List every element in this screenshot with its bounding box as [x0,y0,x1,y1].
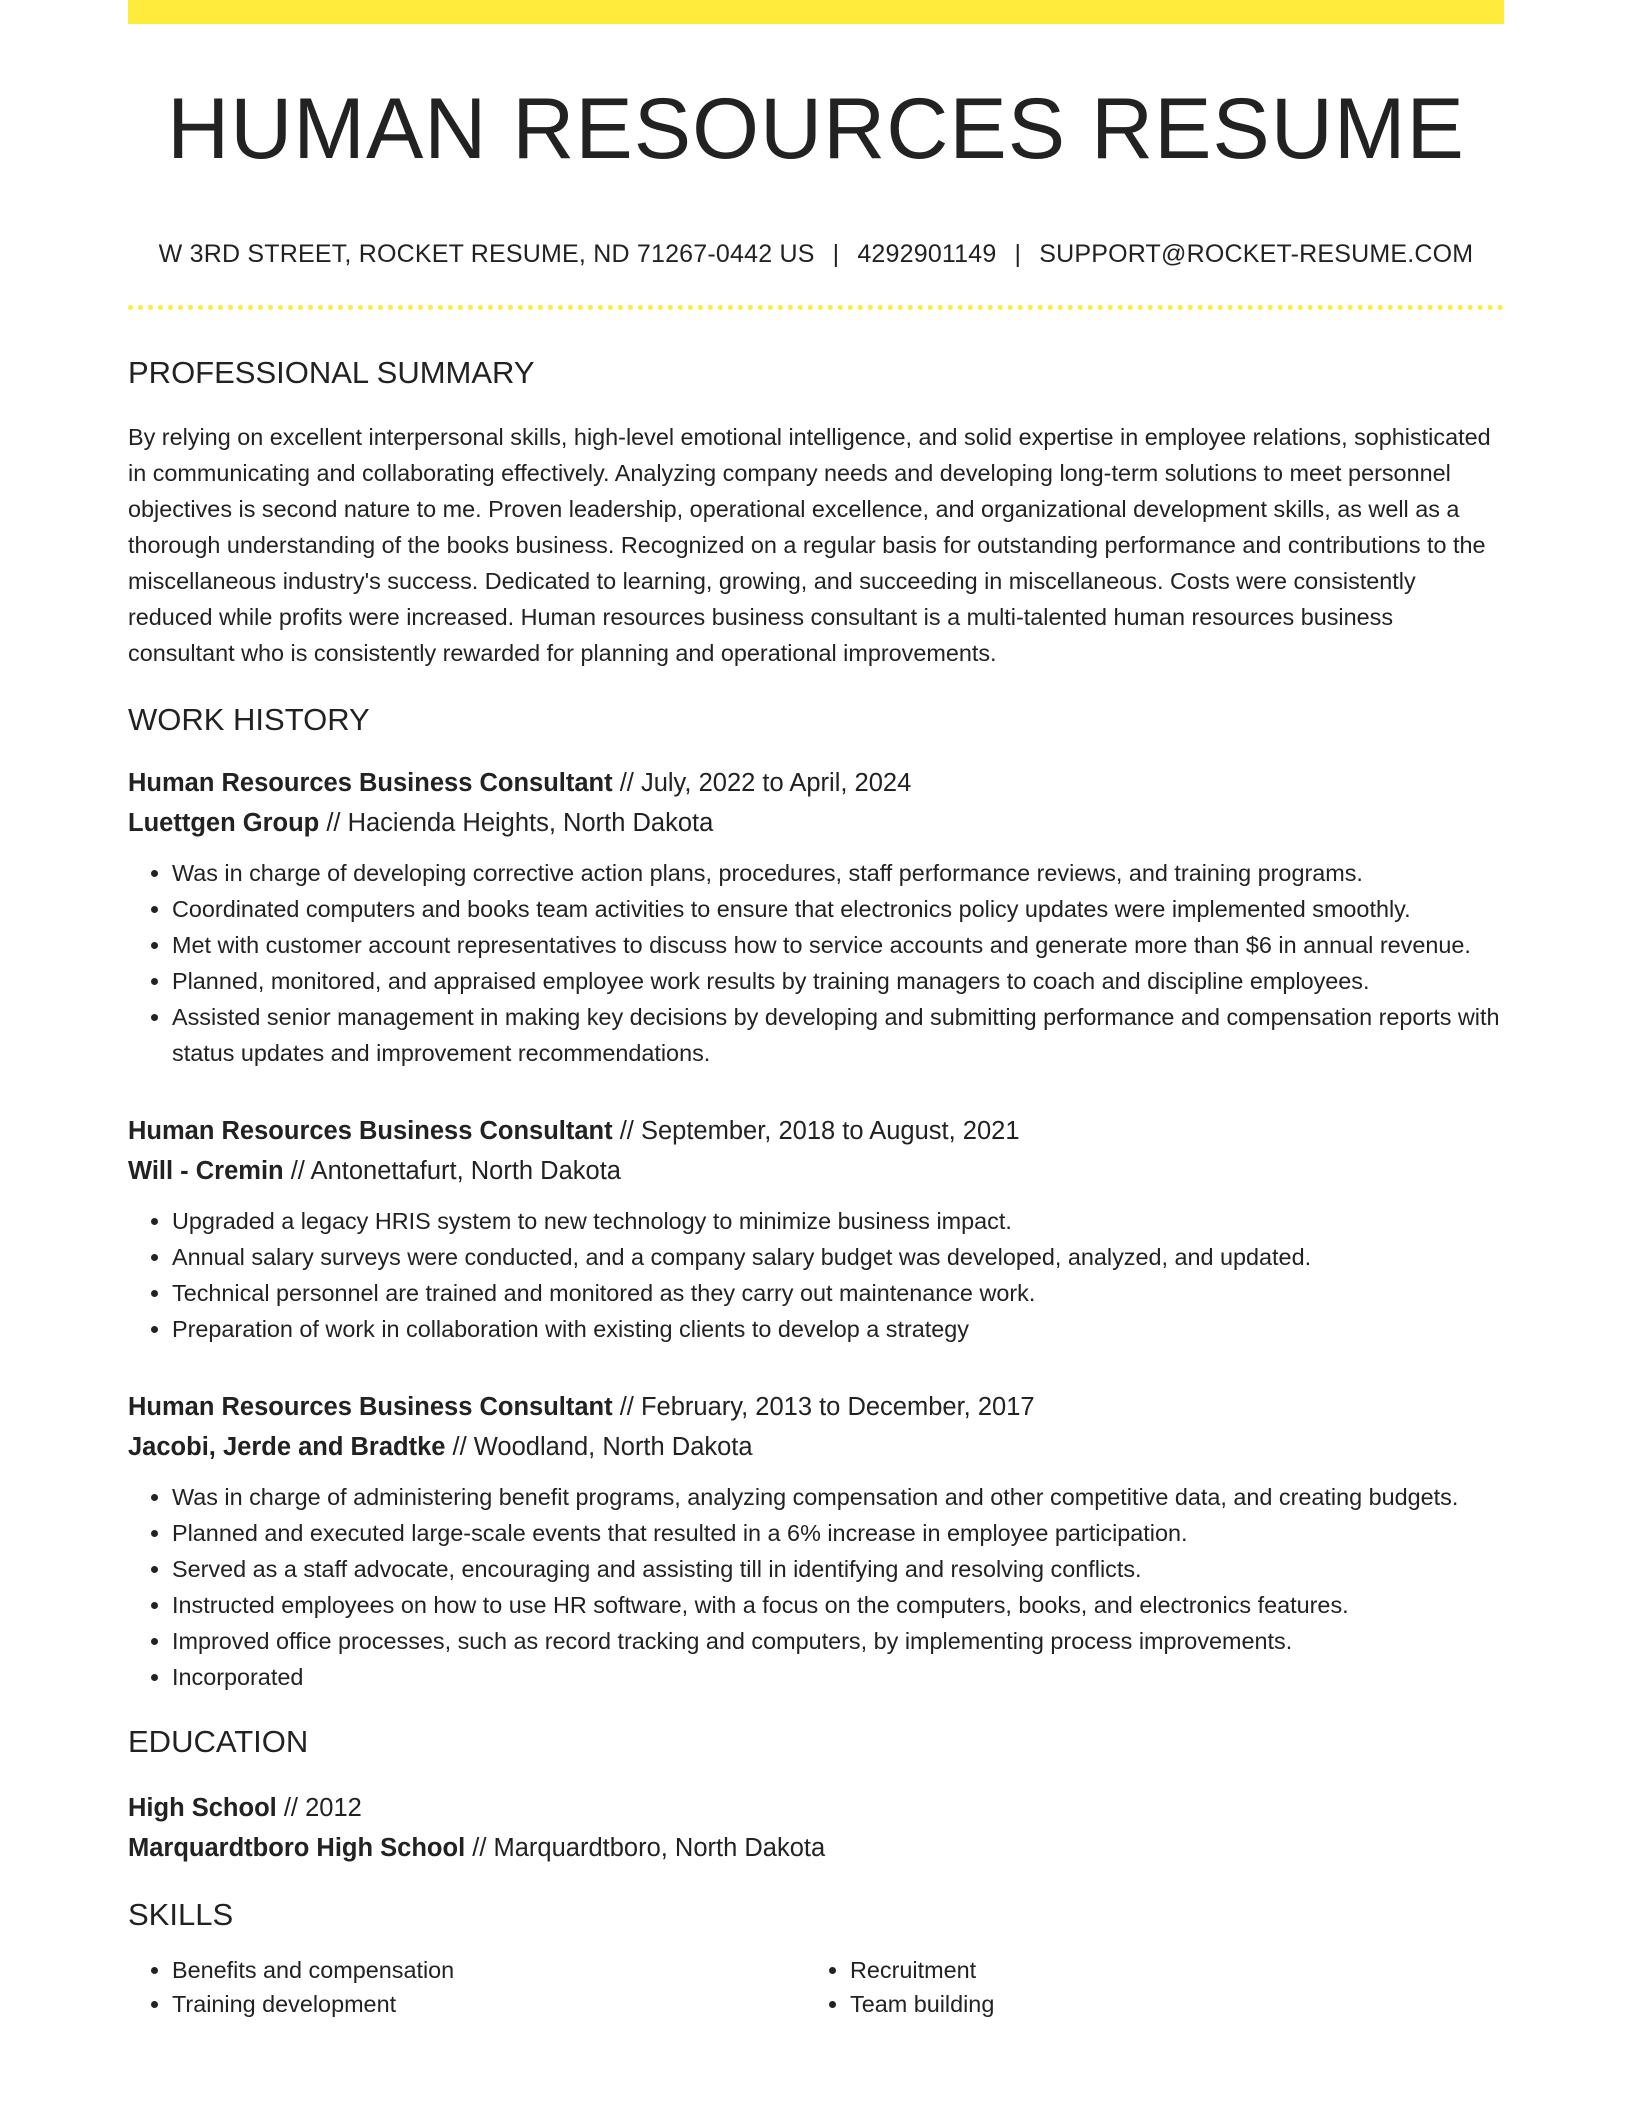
list-item: • Instructed employees on how to use HR software, with a focus on the computers, books, and electronics features. [172,1587,1504,1623]
job-entry [128,1387,1504,1695]
education-school: Marquardtboro High School [128,1833,466,1862]
job-title-line [128,1387,1504,1427]
skill-item: • Team building [850,1987,1484,2021]
job-location: // Hacienda Heights, North Dakota [319,808,714,837]
section-title-education: EDUCATION [128,1723,309,1759]
list-item: • Was in charge of administering benefit programs, analyzing compensation and other competitive data, and creating budgets. [172,1479,1504,1515]
job-entry [128,763,1504,1071]
education-degree-line [128,1788,1504,1828]
contact-email: SUPPORT@ROCKET-RESUME.COM [1039,240,1474,269]
job-title: Human Resources Business Consultant [128,1392,613,1421]
job-dates: // September, 2018 to August, 2021 [612,1116,1020,1145]
list-item: • Met with customer account representatives to discuss how to service accounts and generate more than $6 in annual revenue. [172,927,1504,963]
contact-separator: | [832,240,840,269]
list-item: • Incorporated [172,1659,1504,1695]
job-company: Jacobi, Jerde and Bradtke [128,1432,446,1461]
accent-top-bar [128,0,1504,24]
list-item: • Was in charge of developing corrective action plans, procedures, staff performance reviews, and training programs. [172,855,1504,891]
job-company-line [128,1151,1504,1191]
list-item: • Served as a staff advocate, encouraging and assisting till in identifying and resolving conflicts. [172,1551,1504,1587]
job-bullets [128,1479,1504,1695]
list-item: • Assisted senior management in making key decisions by developing and submitting performance and compensation reports with status updates and improvement recommendations. [172,999,1504,1071]
skills-column-left [128,1953,806,2021]
list-item: • Coordinated computers and books team activities to ensure that electronics policy updates were implemented smoothly. [172,891,1504,927]
contact-address: W 3RD STREET, ROCKET RESUME, ND 71267-0442 US [158,240,815,269]
job-company-line [128,1427,1504,1467]
job-bullets [128,1203,1504,1347]
list-item: • Upgraded a legacy HRIS system to new technology to minimize business impact. [172,1203,1504,1239]
list-item: • Improved office processes, such as record tracking and computers, by implementing process improvements. [172,1623,1504,1659]
job-dates: // February, 2013 to December, 2017 [612,1392,1035,1421]
contact-info [128,240,1504,269]
education-degree: High School [128,1793,277,1822]
job-title-line [128,1111,1504,1151]
education-entry [128,1788,1504,1868]
contact-separator: | [1014,240,1022,269]
job-location: // Antonettafurt, North Dakota [283,1156,621,1185]
skill-item: • Benefits and compensation [172,1953,806,1987]
job-company: Will - Cremin [128,1156,284,1185]
dotted-divider [128,305,1504,310]
section-title-work-history: WORK HISTORY [128,702,370,738]
page-title: HUMAN RESOURCES RESUME [167,81,1465,177]
education-school-line [128,1828,1504,1868]
list-item: • Preparation of work in collaboration with existing clients to develop a strategy [172,1311,1504,1347]
job-entry [128,1111,1504,1347]
job-company-line [128,803,1504,843]
job-company: Luettgen Group [128,808,320,837]
skills-list [128,1953,1504,2021]
job-title: Human Resources Business Consultant [128,1116,613,1145]
section-title-summary: PROFESSIONAL SUMMARY [128,355,535,391]
education-year: // 2012 [276,1793,362,1822]
resume-page [128,0,1504,2021]
job-dates: // July, 2022 to April, 2024 [612,768,912,797]
list-item: • Planned, monitored, and appraised employee work results by training managers to coach and discipline employees. [172,963,1504,999]
list-item: • Technical personnel are trained and monitored as they carry out maintenance work. [172,1275,1504,1311]
skills-column-right [806,1953,1484,2021]
list-item: • Annual salary surveys were conducted, and a company salary budget was developed, analyzed, and updated. [172,1239,1504,1275]
job-location: // Woodland, North Dakota [445,1432,753,1461]
education-location: // Marquardtboro, North Dakota [465,1833,826,1862]
list-item: • Planned and executed large-scale events that resulted in a 6% increase in employee participation. [172,1515,1504,1551]
job-title: Human Resources Business Consultant [128,768,613,797]
section-title-skills: SKILLS [128,1896,234,1932]
job-bullets [128,855,1504,1071]
summary-paragraph: By relying on excellent interpersonal skills, high-level emotional intelligence, and solid expertise in employee relations, sophisticated in communicating and collaborating effectively. Analyzing company needs and developing long-term solutions to meet personnel objectives is second nature to me. Proven leadership, operational excellence, and organizational development skills, as well as a thorough understanding of the books business. Recognized on a regular basis for outstanding performance and contributions to the miscellaneous industry's success. Dedicated to learning, growing, and succeeding in miscellaneous. Costs were consistently reduced while profits were increased. Human resources business consultant is a multi-talented human resources business consultant who is consistently rewarded for planning and operational improvements. [128,424,1491,667]
skill-item: • Recruitment [850,1953,1484,1987]
contact-phone: 4292901149 [857,240,997,269]
skill-item: • Training development [172,1987,806,2021]
job-title-line [128,763,1504,803]
